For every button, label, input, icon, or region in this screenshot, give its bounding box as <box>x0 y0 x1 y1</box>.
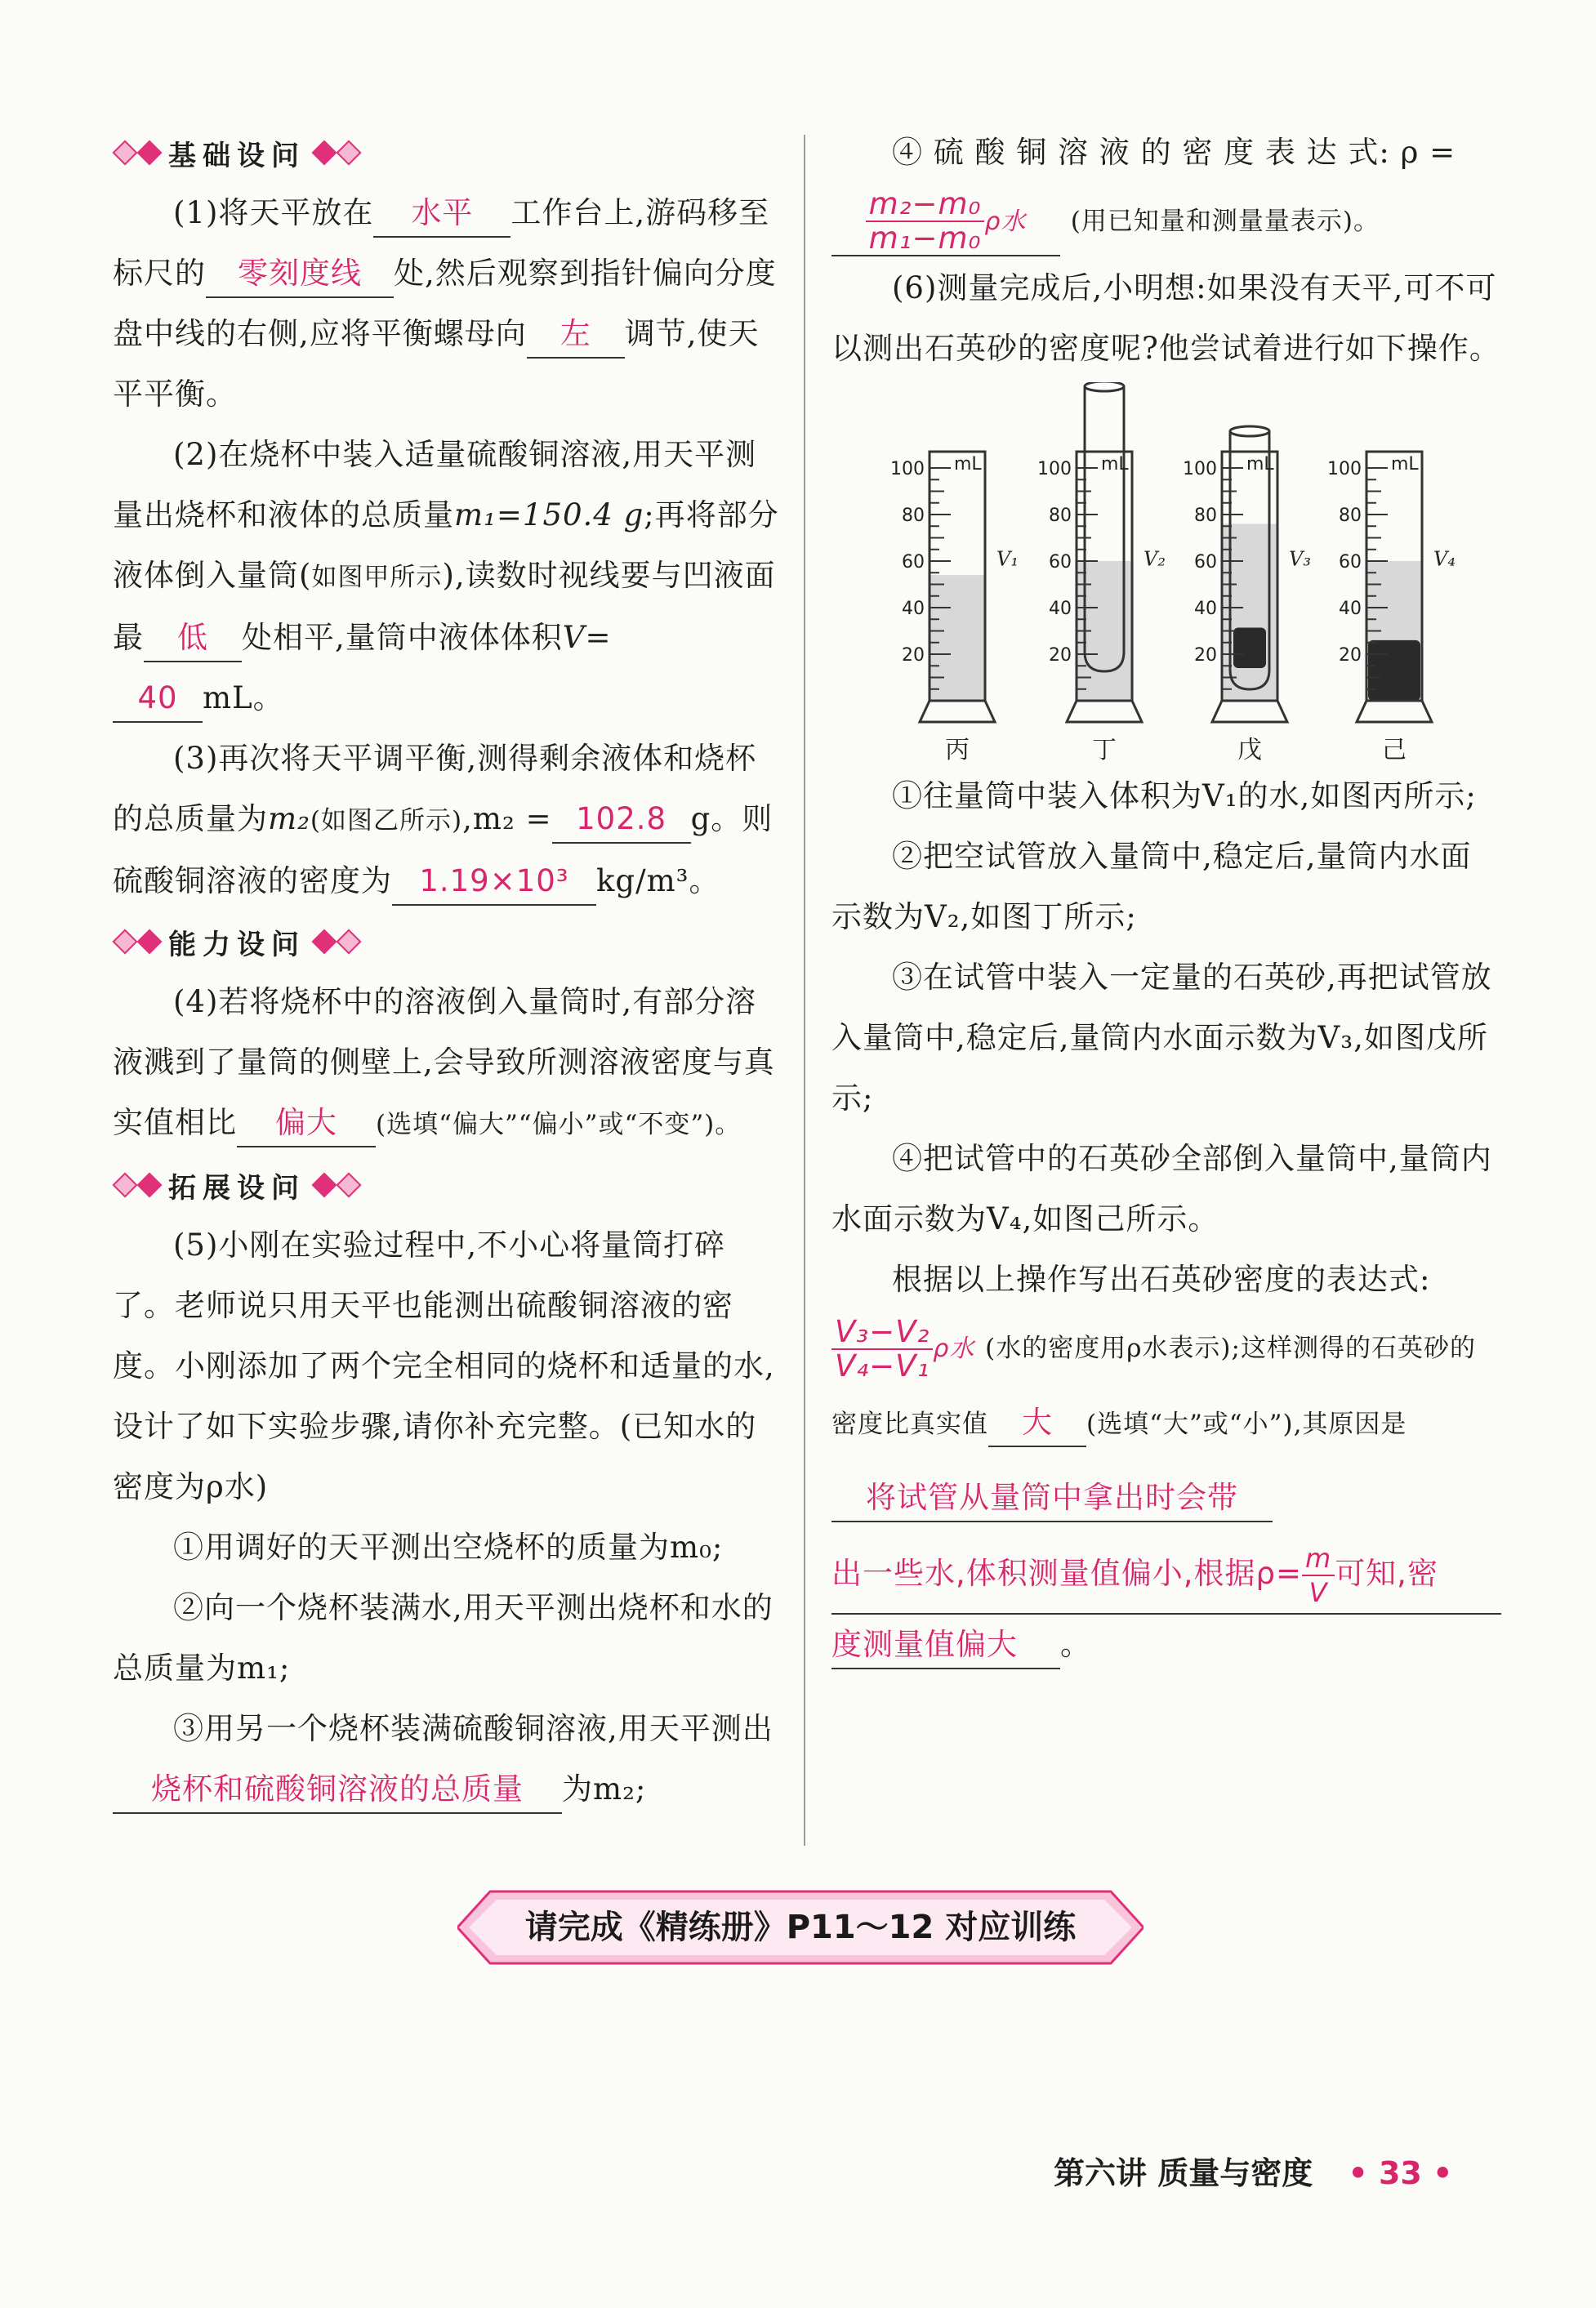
answer-blank: 水平 <box>373 190 510 238</box>
question-2: (2)在烧杯中装入适量硫酸铜溶液,用天平测量出烧杯和液体的总质量m₁=150.4 g;再将部分液体倒入量筒(如图甲所示),读数时视线要与凹液面最 低 处相平,量筒中液体体积V= 40 mL。 <box>113 425 781 728</box>
unit-label: mL <box>1391 454 1419 475</box>
diamond-icon <box>112 1172 137 1197</box>
answer-blank: 40 <box>113 675 203 723</box>
answer-blank: 低 <box>144 615 242 662</box>
question-6-step-2: ②把空试管放入量筒中,稳定后,量筒内水面示数为V₂,如图丁所示; <box>831 839 1472 934</box>
tick-label: 100 <box>1183 459 1217 479</box>
answer-blank: 零刻度线 <box>206 251 394 298</box>
question-6-expression-prompt: 根据以上操作写出石英砂密度的表达式: <box>892 1262 1431 1297</box>
banner-text: 请完成《精练册》P11～12 对应训练 <box>524 1909 1077 1946</box>
tick-label: 40 <box>1194 599 1217 619</box>
question-5-step-2: ②向一个烧杯装满水,用天平测出烧杯和水的总质量为m₁; <box>113 1590 773 1686</box>
diamond-icon <box>136 1172 162 1197</box>
tick-label: 20 <box>1339 645 1362 666</box>
rho-formula-fraction: $\frac{m}{V}$ <box>1302 1542 1335 1609</box>
question-3: (3)再次将天平调平衡,测得剩余液体和烧杯的总质量为m₂(如图乙所示),m₂ = 102.8 g。则硫酸铜溶液的密度为 1.19×10³ kg/m³。 <box>113 728 781 911</box>
test-tube-mouth <box>1230 426 1269 436</box>
tick-label: 20 <box>1194 645 1217 666</box>
volume-label: V₃ <box>1289 547 1311 571</box>
cylinder-base <box>920 701 995 722</box>
question-5-step-4: ④ 硫 酸 铜 溶 液 的 密 度 表 达 式: ρ = <box>892 135 1456 170</box>
water-level <box>930 575 985 701</box>
diamond-icon <box>311 1172 337 1197</box>
test-tube-mouth <box>1085 382 1124 391</box>
question-6-intro: (6)测量完成后,小明想:如果没有天平,可不可以测出石英砂的密度呢?他尝试着进行如下操作。 <box>831 270 1500 366</box>
figure-label: 丙 <box>945 736 970 764</box>
question-4: (4)若将烧杯中的溶液倒入量筒时,有部分溶液溅到了量筒的侧壁上,会导致所测溶液密度与真实值相比 偏大 (选填“偏大”“偏小”或“不变”)。 <box>113 972 781 1155</box>
tick-label: 80 <box>902 506 925 526</box>
tick-label: 100 <box>1037 459 1072 479</box>
unit-label: mL <box>1246 454 1274 475</box>
density-fraction: $\frac{\text{m₂−m₀}}{\text{m₁−m₀}}$ <box>866 188 985 255</box>
answer-blank: 将试管从量筒中拿出时会带 <box>831 1475 1273 1522</box>
section-heading-ability: 能力设问 <box>113 911 781 972</box>
diamond-icon <box>336 929 361 954</box>
tick-label: 40 <box>1049 599 1072 619</box>
tick-label: 60 <box>902 552 925 573</box>
cylinder-base <box>1357 701 1432 722</box>
section-heading-extend: 拓展设问 <box>113 1155 781 1215</box>
tick-label: 20 <box>1049 645 1072 666</box>
tick-label: 60 <box>1339 552 1362 573</box>
answer-blank: 102.8 <box>552 796 691 844</box>
answer-blank: 1.19×10³ <box>392 858 596 906</box>
question-5-intro: (5)小刚在实验过程中,不小心将量筒打碎了。老师说只用天平也能测出硫酸铜溶液的密度。小刚添加了两个完全相同的烧杯和适量的水,设计了如下实验步骤,请你补充完整。(已知水的密度为ρ水) <box>113 1228 775 1504</box>
tick-label: 80 <box>1049 506 1072 526</box>
chapter-title: 第六讲 质量与密度 <box>1054 2155 1313 2191</box>
tick-label: 60 <box>1049 552 1072 573</box>
column-divider <box>804 135 805 1846</box>
unit-label: mL <box>1101 454 1129 475</box>
quartz-sand <box>1368 640 1420 701</box>
tick-label: 40 <box>1339 599 1362 619</box>
tick-label: 60 <box>1194 552 1217 573</box>
volume-label: V₄ <box>1433 547 1456 571</box>
cylinder-base <box>1212 701 1287 722</box>
left-column <box>113 123 781 1820</box>
question-6-step-4: ④把试管中的石英砂全部倒入量筒中,量筒内水面示数为V₄,如图己所示。 <box>831 1141 1492 1236</box>
unit-label: mL <box>954 454 982 475</box>
question-5-step-4-answer: $\frac{\text{m₂−m₀}}{\text{m₁−m₀}}$ ρ水 (用已知量和测量量表示)。 <box>831 183 1501 258</box>
figure-label: 戊 <box>1237 736 1262 764</box>
question-6-step-1: ①往量筒中装入体积为V₁的水,如图丙所示; <box>892 778 1477 813</box>
question-5-step-1: ①用调好的天平测出空烧杯的质量为m₀; <box>173 1530 724 1565</box>
diamond-icon <box>336 140 361 165</box>
question-1: (1)将天平放在 水平 工作台上,游码移至标尺的 零刻度线 处,然后观察到指针偏向分度盘中线的右侧,应将平衡螺母向 左 调节,使天平平衡。 <box>113 183 781 425</box>
answer-blank: 度测量值偏大 <box>831 1622 1060 1669</box>
tick-label: 40 <box>902 599 925 619</box>
tick-label: 80 <box>1194 506 1217 526</box>
tick-label: 100 <box>1327 459 1362 479</box>
sand-density-fraction: $\frac{\text{V₃−V₂}}{\text{V₄−V₁}}$ <box>831 1316 933 1383</box>
answer-blank: 大 <box>988 1400 1086 1447</box>
volume-label: V₁ <box>996 547 1019 571</box>
diamond-icon <box>336 1172 361 1197</box>
question-6-expression: $\frac{\text{V₃−V₂}}{\text{V₄−V₁}}$ ρ水 (水的密度用ρ水表示);这样测得的石英砂的密度比真实值 大 (选填“大”或“小”),其原因是将试管从量筒中拿出时会带 <box>831 1310 1501 1535</box>
quartz-sand <box>1233 628 1266 669</box>
diamond-icon <box>311 929 337 954</box>
figure-label: 己 <box>1382 736 1407 764</box>
section-heading-basic: 基础设问 <box>113 123 781 183</box>
tick-label: 80 <box>1339 506 1362 526</box>
tick-label: 100 <box>890 459 925 479</box>
page-footer <box>1054 2148 1452 2193</box>
diamond-icon <box>112 140 137 165</box>
question-6-reason <box>831 1535 1501 1615</box>
answer-line: 出一些水,体积测量值偏小,根据ρ= $\frac{m}{V}$ 可知,密 <box>831 1535 1501 1615</box>
figure-label: 丁 <box>1092 736 1117 764</box>
tick-label: 20 <box>902 645 925 666</box>
diamond-icon <box>311 140 337 165</box>
cylinder-base <box>1067 701 1142 722</box>
answer-blank: 左 <box>527 311 625 359</box>
right-column <box>831 123 1501 1675</box>
measuring-cylinders-figure <box>831 382 1501 766</box>
diamond-icon <box>136 140 162 165</box>
cylinders-diagram <box>831 382 1501 766</box>
answer-blank: $\frac{\text{m₂−m₀}}{\text{m₁−m₀}}$ ρ水 <box>831 187 1060 256</box>
question-6-step-3: ③在试管中装入一定量的石英砂,再把试管放入量筒中,稳定后,量筒内水面示数为V₃,如图戊所示; <box>831 960 1492 1116</box>
page-number: • 33 • <box>1348 2155 1453 2191</box>
question-5-step-3: ③用另一个烧杯装满硫酸铜溶液,用天平测出烧杯和硫酸铜溶液的总质量 为m₂; <box>113 1699 781 1820</box>
answer-blank: 偏大 <box>237 1100 376 1147</box>
answer-blank: 烧杯和硫酸铜溶液的总质量 <box>113 1767 562 1814</box>
question-6-reason-end: 度测量值偏大 。 <box>831 1615 1501 1675</box>
diamond-icon <box>136 929 162 954</box>
diamond-icon <box>112 929 137 954</box>
volume-label: V₂ <box>1144 547 1166 571</box>
practice-banner <box>457 1887 1144 1968</box>
